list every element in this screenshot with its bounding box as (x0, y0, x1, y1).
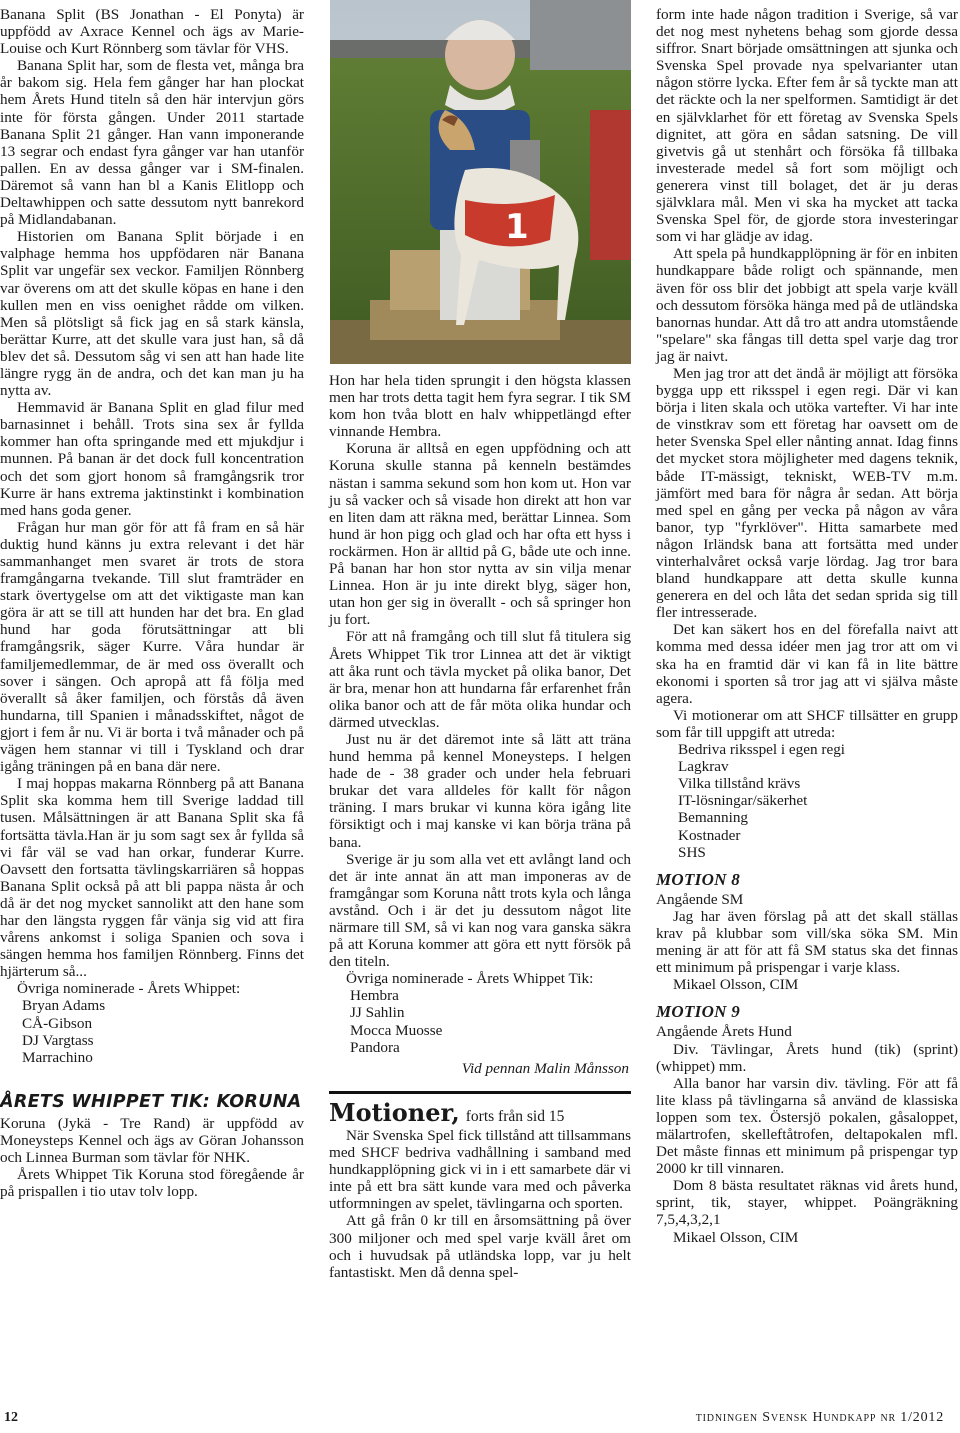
paragraph: Jag har även förslag på att det skall ställas krav på klubbar som vill/ska söka SM. Min mening är att för att få SM status ska det finnas ett minimum på prispengar i varje klass. (656, 907, 958, 977)
paragraph: Men jag tror att det ändå är möjligt att försöka bygga upp ett riksspel i egen regi. Där vi kan börja i liten skala och utöka vartefter. Vi har inte de vinstkrav som ett företag har oavsett om de heter Svenska Spel eller nånting annat. Idag finns det mycket stora möjligheter med dagens teknik, både IT-mässigt, tekniskt, WEB-TV m.m. jämfört med bara för några år sedan. Att börja med spel en gång per vecka på någon av våra banor, typ "fyrklöver". Hitta samarbete med någon Irländsk bana att fortsätta med under vinterhalvåret också varje lördag. Jag tror bara bland hundkappare att detta skulle kunna generera en del och låta det sedan sprida sig till fler intresserade. (656, 364, 958, 622)
list-item: Kostnader (678, 826, 741, 844)
svg-text:1: 1 (505, 207, 529, 247)
author-signature: Vid pennan Malin Månsson (461, 1059, 629, 1077)
publication-footer: tidningen Svensk Hundkapp nr 1/2012 (695, 1410, 944, 1425)
paragraph: Det kan säkert hos en del förefalla naivt att komma med dessa idéer men jag tror att om vi ska ha en framtid där vi kan få in lite bättre ekonomi i sporten så tror jag att vi själva måste agera. (656, 621, 958, 707)
page-number: 12 (4, 1410, 18, 1425)
nominees-list (0, 997, 304, 1065)
nominees-list (329, 987, 631, 1055)
paragraph: Att gå från 0 kr till en årsomsättning på över 300 miljoner och med spel varje kväll året om och i huvudsak på utländska lopp, var ju helt fantastiskt. Men då denna spel- (329, 1212, 631, 1281)
paragraph: Vi motionerar om att SHCF tillsätter en grupp som får till uppgift att utreda: (656, 706, 958, 741)
list-item: Lagkrav (678, 758, 729, 776)
paragraph: Historien om Banana Split började i en valphage hemma hos uppfödaren när Banana Split var ungefär sex veckor. Familjen Rönnberg var överens om att det skulle köpas en hane i den kullen men en viss oenighet rådde om vilken. Men så plötsligt så fick jag en så stark känsla, berättar Kurre, att det skulle vara just han, så då blev det så. Dessutom såg vi sen att han hade lite längre rygg än de andra, och det kan man ju ha nytta av. (0, 228, 304, 400)
article-column-2 (329, 372, 631, 1281)
whippet-photo (330, 0, 631, 364)
list-item: Marrachino (22, 1048, 93, 1066)
paragraph: Alla banor har varsin div. tävling. För att få lite klass på tävlingarna så använd de klassiska loppen som tex. Östersjö pokalen, gåsaloppet, mälartrofen, skelleftåtrofen, deltapokalen mfl. Det måste finnas ett minimum på prispengar typ 2000 kr till vinnaren. (656, 1074, 958, 1178)
motion-signature: Mikael Olsson, CIM (673, 1228, 799, 1246)
list-item: Vilka tillstånd krävs (678, 775, 801, 793)
list-item: DJ Vargtass (22, 1031, 94, 1049)
paragraph: Dom 8 bästa resultatet räknas vid årets hund, sprint, tik, stayer, whippet. Poängräkning 7,5,4,3,2,1 (656, 1177, 958, 1229)
list-item: JJ Sahlin (350, 1004, 405, 1022)
section-heading: ÅRETS WHIPPET TIK: KORUNA (0, 1091, 302, 1112)
list-item: IT-lösningar/säkerhet (678, 792, 808, 810)
list-item: Bemanning (678, 809, 749, 827)
paragraph: I maj hoppas makarna Rönnberg på att Banana Split ska komma hem till Sverige laddad till tusen. Målsättningen är att Banana Split ska få fortsätta tävla.Han är ju som sagt sex år fyllda så vi får väl se vad han orkar, funderar Kurre. Oavsett den fortsatta tävlingskarriären så hoppas Banana Split också på att bli pappa nästa år och då är det nog mycket sannolikt att den hane som har den längsta ryggen får vänja sig vid att fira vårens ankomst i soliga Spanien och sova i sängen hemma hos familjen Rönnberg. Finns det hjärterum så... (0, 775, 304, 981)
paragraph: Banana Split har, som de flesta vet, många bra år bakom sig. Hela fem gånger har han plockat hem Årets Hund titeln så den här intervjun görs inte för första gången. Under 2011 startade Banana Split 21 gånger. Han vann imponerande 13 segrar och endast fyra gånger var han utanför pallen. En av dessa gånger var i SM-finalen. Däremot så vann han bl a Kanis Elitlopp och Deltawhippen och satte dessutom nytt banrekord på Midlandabanan. (0, 57, 304, 229)
motion-signature: Mikael Olsson, CIM (673, 976, 799, 994)
section-divider (329, 1091, 631, 1094)
list-item: CÅ-Gibson (22, 1014, 93, 1032)
list-item: Bedriva riksspel i egen regi (678, 741, 846, 759)
paragraph: Koruna är alltså en egen uppfödning och att Koruna skulle stanna på kenneln bestämdes nästan i samma sekund som hon kom ut. Hon var ju så vacker och så visade hon direkt att hon var en liten dam att räkna med, berättar Linnea. Som hund är hon pigg och glad och har ofta ett hyss i rockärmen. Hon är alltid på G, både ute och inne. På banan har hon stor nytta av sin vilja menar Linnea. Hon är ju inte direkt blyg, säger hon, utan hon ger sig in överallt - och så springer hon ju fort. (329, 440, 631, 629)
paragraph: Banana Split (BS Jonathan - El Ponyta) är uppfödd av Axrace Kennel och ägs av Marie-Louise och Kurt Rönnberg som tävlar för VHS. (0, 6, 304, 58)
list-item: Bryan Adams (22, 997, 106, 1015)
motioner-title: Motioner, (329, 1097, 460, 1127)
paragraph: För att nå framgång och till slut få titulera sig Årets Whippet Tik tror Linnea att det är viktigt att åka runt och tävla mycket på olika banor, Det är bra, menar hon att hundarna får erfarenhet från olika banor och att de får möta olika hundar och därmed utvecklas. (329, 628, 631, 731)
paragraph: Hon har hela tiden sprungit i den högsta klassen men har trots detta tagit hem fyra segrar. I tik SM kom hon tvåa blott en halv whippetlängd efter vinnande Hembra. (329, 372, 631, 441)
paragraph: Att spela på hundkapplöpning är för en inbiten hundkappare både roligt och spännande, men även för oss blir det jobbigt att spela varje kväll och dessutom försöka hänga med på de utländska banornas hundar. Att då tro att andra utomstående "spelare" ska fångas till detta spel varje dag tror jag är naivt. (656, 245, 958, 365)
motioner-heading (329, 1097, 631, 1127)
paragraph: Koruna (Jykä - Tre Rand) är uppfödd av Moneysteps Kennel och ägs av Göran Johansson och Linnea Burman som tävlar för NHK. (0, 1114, 304, 1166)
paragraph: form inte hade någon tradition i Sverige, så var det nog mest nyhetens behag som gjorde dessa siffror. Snart började omsättningen att sjunka och Svenska Spel provade nya spelvarianter utan någon större lycka. Efter fem år så tyckte man att det räckte och la ner spelformen. Samtidigt är det en självklarhet för ett företag av Svenska Spels dignitet, att göra en sådan satsning. De vill givetvis gå ut stenhårt och försöka få tillbaka investerade medel så fort som möjligt och generera vinst till bolaget, det är ju deras självklara mål. Men vi ska ha mycket att tacka Svenska Spel för, de gjorde stora investeringar som vi har glädje av idag. (656, 6, 958, 246)
motion-subject: Angående SM (656, 890, 744, 908)
paragraph: Sverige är ju som alla vet ett avlångt land och det är inte annat än att man imponeras av de framgångar som Koruna nått trots kyla och långa avstånd. Och i är det ju dessutom något lite närmare till SM, så vi kan nog vara ganska säkra på att Koruna kommer att göra ett nytt försök på den titeln. (329, 850, 631, 971)
motion-9-title: MOTION 9 (656, 1002, 741, 1022)
list-item: Mocca Muosse (350, 1021, 443, 1039)
motion-subject: Div. Tävlingar, Årets hund (tik) (sprint) (whippet) mm. (656, 1040, 958, 1075)
article-column-1 (0, 6, 304, 1200)
nominees-intro: Övriga nominerade - Årets Whippet Tik: (346, 970, 594, 988)
paragraph: Frågan hur man gör för att få fram en så här duktig hund känns ju extra relevant i det här sammanhanget men svaret är trots de stora framgångarna tvekande. Till slut framträder en stark övertygelse om att det viktigaste man kan göra är att se till att hunden har det bra. En glad hund har goda förutsättningar att bli framgångsrik, säger Kurre. Våra hundar är familjemedlemmar, de är med oss överallt och sover i sängen. Och apropå att få följa med överallt så åker familjen, och förstås då även hundarna, till Spanien i månadsskiftet, något de gjort i fem år nu. Vi är borta i två månader och på vägen hem stannar vi till i Tyskland och drar igång träningen på en bana där nere. (0, 518, 304, 776)
paragraph: Årets Whippet Tik Koruna stod föregående år på prispallen i tio utav tolv lopp. (0, 1166, 304, 1201)
list-item: Hembra (350, 987, 399, 1005)
motion-8-title: MOTION 8 (656, 869, 741, 889)
motion-list (656, 741, 958, 861)
motioner-subtitle: forts från sid 15 (465, 1107, 565, 1125)
paragraph: Just nu är det däremot inte så lätt att träna hund hemma på kennel Moneysteps. I helgen hade de - 38 grader och under hela februari brukar det vara alldeles för kallt för någon träning. I mars brukar vi kunna köra igång lite försiktigt och i maj kanske vi kan börja träna på bana. (329, 730, 631, 851)
nominees-intro: Övriga nominerade - Årets Whippet: (17, 980, 241, 998)
list-item: Pandora (350, 1038, 400, 1056)
motion-subject: Angående Årets Hund (656, 1023, 792, 1041)
paragraph: Hemmavid är Banana Split en glad filur med barnasinnet i behåll. Trots sina sex år fyllda kommer han ofta springande med ett mjukdjur i munnen. På banan är det dock full koncentration och det som gjort honom så framgångsrik tror Kurre är hans extrema jaktinstinkt i kombination med hans goda gener. (0, 399, 304, 519)
paragraph: När Svenska Spel fick tillstånd att tillsammans med SHCF bedriva vadhållning i samband med hundkapplöpning gick vi in i ett samarbete där vi inte på ett bra sätt kunde vara med och påverka utformningen av spelet, tävlingarna och sporten. (329, 1126, 631, 1213)
article-column-3 (656, 6, 958, 1246)
list-item: SHS (678, 843, 706, 861)
